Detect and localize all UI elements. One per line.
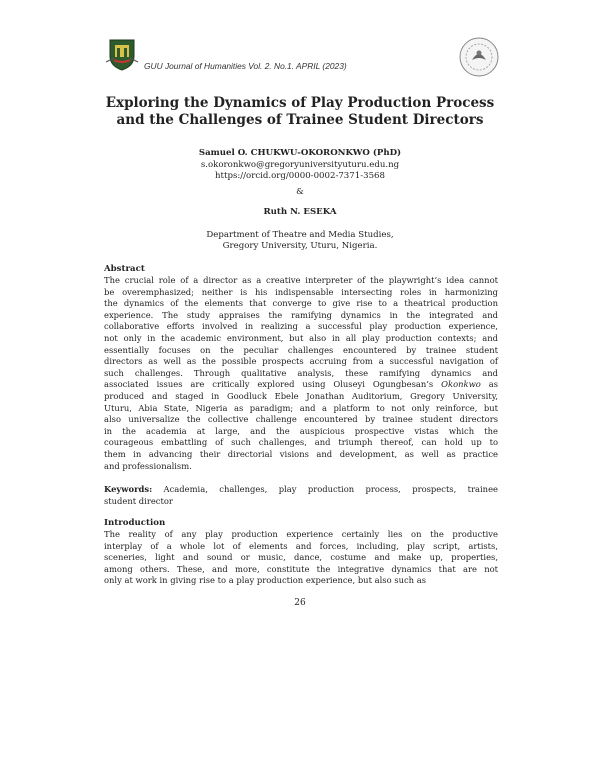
paper-title-line2: and the Challenges of Trainee Student Directors xyxy=(116,112,484,128)
paper-title xyxy=(80,95,520,129)
introduction-line: The reality of any play production experience certainly lies on the productive xyxy=(104,529,498,539)
abstract-line: essentially focuses on the peculiar challenges encountered by trainee student xyxy=(104,344,498,355)
abstract-line: collaborative efforts involved in realizing a successful play production experience, xyxy=(104,321,498,332)
introduction-body xyxy=(104,529,498,587)
abstract-line: and professionalism. xyxy=(104,460,192,471)
abstract-line: such challenges. Through qualitative analysis, these ramifying dynamics and xyxy=(104,367,498,378)
abstract-line: directors as well as the possible prospects accruing from a successful navigation of xyxy=(104,356,498,367)
journal-running-header: GUU Journal of Humanities Vol. 2. No.1. APRIL (2023) xyxy=(144,61,347,71)
introduction-line: among others. These, and more, constitute the integrative dynamics that are not xyxy=(104,563,498,574)
introduction-line: only at work in giving rise to a play production experience, but also such as xyxy=(104,575,427,586)
abstract-heading: Abstract xyxy=(104,264,145,274)
keywords xyxy=(104,484,498,507)
introduction-heading: Introduction xyxy=(104,518,166,528)
keywords-text-line1: Academia, challenges, play production process, prospects, trainee xyxy=(152,484,498,494)
abstract-line: produced and staged in Goodluck Ebele Jonathan Auditorium, Gregory University, xyxy=(104,390,498,401)
abstract-line: The crucial role of a director as a creative interpreter of the playwright’s idea cannot xyxy=(104,275,498,285)
abstract-line: experience. The study appraises the ramifying dynamics in the integrated and xyxy=(104,309,498,320)
abstract-line: also universalize the collective challenge encountered by trainee student directors xyxy=(104,414,498,425)
page-number: 26 xyxy=(294,598,306,608)
author1-email[interactable]: s.okoronkwo@gregoryuniversityuturu.edu.ng xyxy=(200,160,400,170)
play-title-italic: Okonkwo xyxy=(441,379,481,390)
introduction-line: sceneries, light and sound or music, dance, costume and make up, properties, xyxy=(104,552,498,563)
abstract-line: the dynamics of the elements that converge to give rise to a theatrical production xyxy=(104,298,498,309)
affiliation-line2: Gregory University, Uturu, Nigeria. xyxy=(222,241,378,251)
journal-seal-icon xyxy=(458,36,500,78)
university-crest-icon xyxy=(104,36,140,72)
affiliation-line1: Department of Theatre and Media Studies, xyxy=(206,230,394,240)
keywords-text-line2: student director xyxy=(104,495,173,506)
keywords-label: Keywords: xyxy=(104,484,153,494)
abstract-line: them in advancing their directorial visions and development, as well as practice xyxy=(104,448,498,459)
abstract-body xyxy=(104,275,498,472)
paper-title-line1: Exploring the Dynamics of Play Production Process xyxy=(105,95,495,111)
abstract-line: courageous embattling of such challenges, and triumph thereof, can hold up to xyxy=(104,437,498,448)
abstract-line: in the academia at large, and the auspicious prospective vistas which the xyxy=(104,425,498,436)
abstract-line: not only in the academic environment, but also in all play production contexts; and xyxy=(104,332,498,343)
introduction-line: interplay of a whole lot of elements and forces, including, play script, artists, xyxy=(104,540,498,551)
author-separator: & xyxy=(296,187,304,197)
author1-name: Samuel O. CHUKWU-OKORONKWO (PhD) xyxy=(198,148,402,158)
abstract-line: Uturu, Abia State, Nigeria as paradigm; and a platform to not only reinforce, but xyxy=(104,402,498,413)
abstract-line: be overemphasized; neither is his indispensable intersecting roles in harmonizing xyxy=(104,286,498,297)
author2-name: Ruth N. ESEKA xyxy=(263,207,337,217)
abstract-line: associated issues are critically explored using Oluseyi Ogungbesan’s Okonkwo as xyxy=(104,379,498,390)
author1-orcid[interactable]: https://orcid.org/0000-0002-7371-3568 xyxy=(215,171,385,181)
